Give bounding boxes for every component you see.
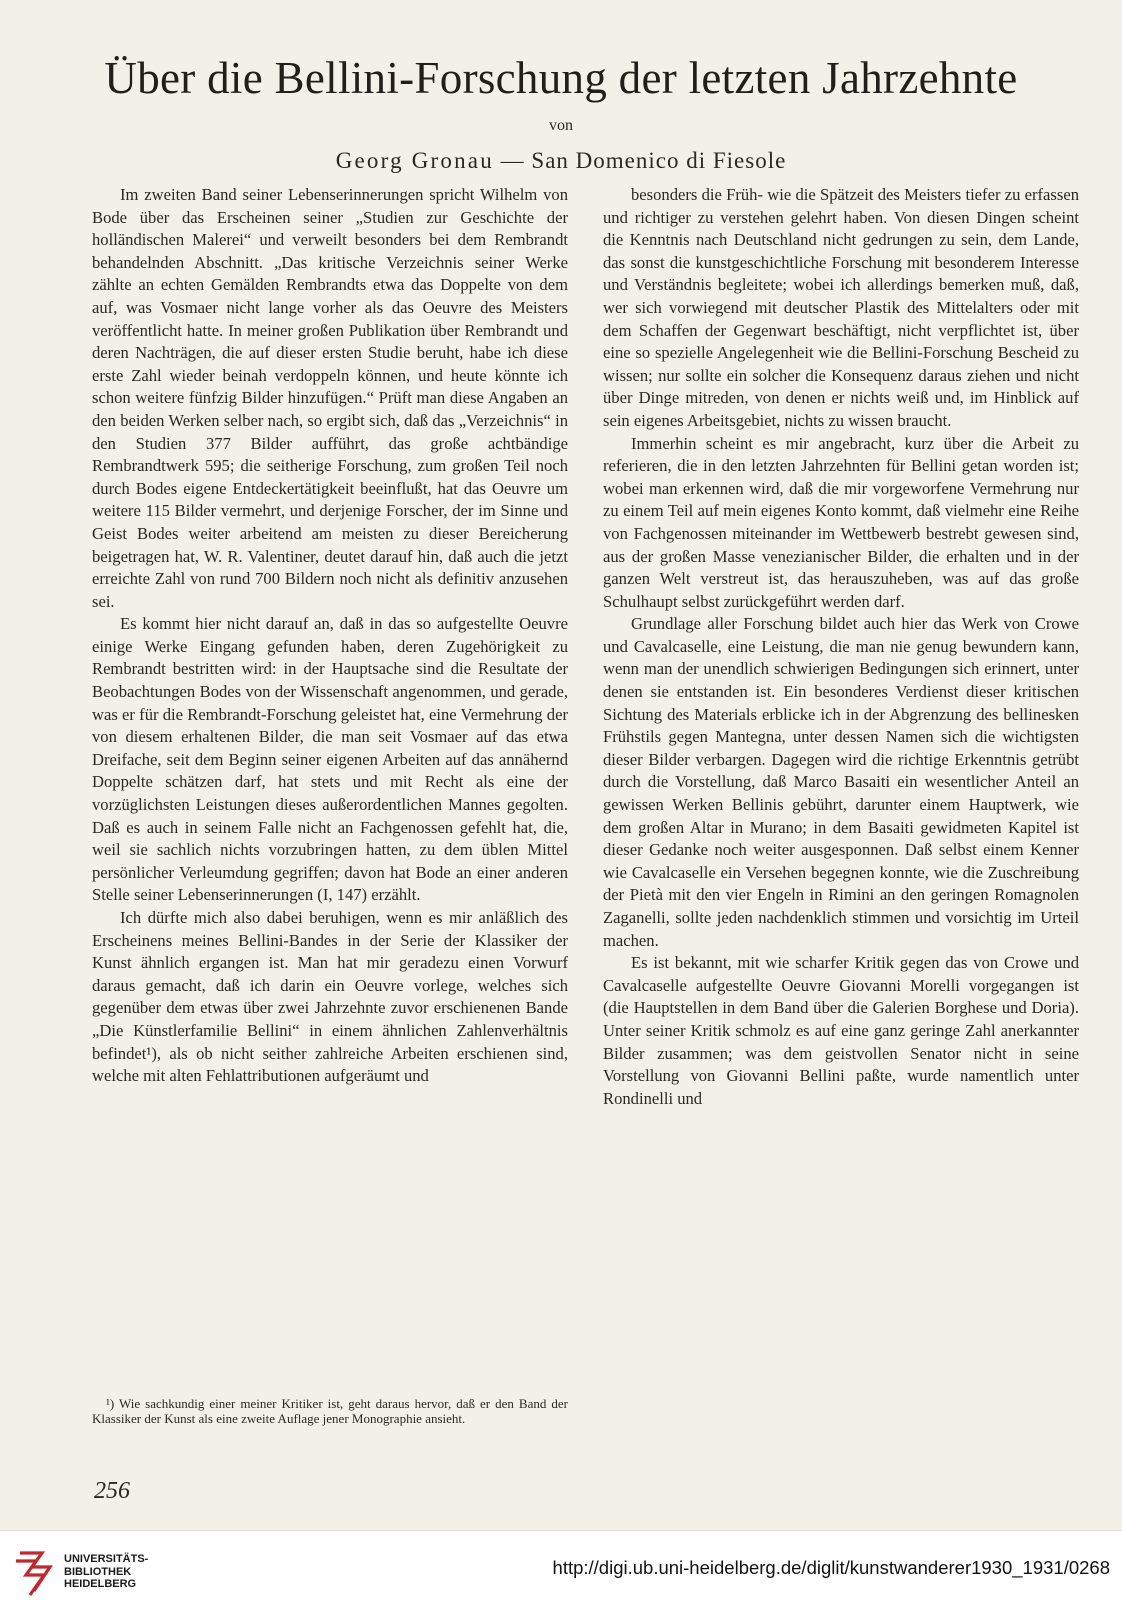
page-number: 256 [94, 1478, 130, 1504]
source-url-link[interactable]: http://digi.ub.uni-heidelberg.de/diglit/kunstwanderer1930_1931/0268 [552, 1557, 1110, 1578]
author-separator: — [500, 148, 525, 173]
paragraph: Im zweiten Band seiner Lebenserinnerungen spricht Wilhelm von Bode über das Erscheinen seiner „Studien zur Geschichte der holländischen Malerei“ und verweilt besonders bei dem Rembrandt behandelnden Abschnitt. „Das kritische Verzeichnis seiner Werke zählte an echten Gemälden Rembrandts etwa das Doppelte von dem auf, was Vosmaer nicht lange vorher als das Oeuvre des Meisters veröffentlicht hatte. In meiner großen Publikation über Rembrandt und deren Nachträgen, die auf dieser ersten Studie beruht, habe ich diese erste Zahl wieder beinah verdoppeln können, und heute könnte ich schon weitere fünfzig Bilder hinzufügen.“ Prüft man diese Angaben an den beiden Werken selber nach, so ergibt sich, daß das „Verzeichnis“ in den Studien 377 Bilder aufführt, das große achtbändige Rembrandtwerk 595; die seitherige Forschung, zum großen Teil noch durch Bodes eigene Entdeckertätigkeit beeinflußt, hat das Oeuvre um weitere 115 Bilder vermehrt, und derjenige Forscher, der im Sinne und Geist Bodes weiter arbeitend am meisten zu dieser Bereicherung beigetragen hat, W. R. Valentiner, deutet darauf hin, daß auch die jetzt erreichte Zahl von rund 700 Bildern noch nicht als definitiv anzusehen sei. [92, 185, 568, 611]
library-footer [0, 1530, 1122, 1614]
library-logo-icon [12, 1547, 58, 1599]
library-name-line: BIBLIOTHEK [64, 1565, 132, 1578]
paragraph: Grundlage aller Forschung bildet auch hier das Werk von Crowe und Cavalcaselle, eine Leistung, die man nie genug bewundern kann, wenn man der unendlich schwierigen Bedingungen sich erinnert, unter denen sie entstanden ist. Ein besonderes Verdienst dieser kritischen Sichtung des Materials erblicke ich in der Abgrenzung des bellinesken Frühstils gegen Mantegna, unter dessen Namen sich die wichtigsten dieser Bilder verbargen. Dagegen wird die richtige Erkenntnis getrübt durch die Vorstellung, daß Marco Basaiti ein wesentlicher Anteil an gewissen Werken Bellinis gebührt, darunter einem Hauptwerk, wie dem großen Altar in Murano; in dem Basaiti gewidmeten Kapitel ist dieser Gedanke noch weiter ausgesponnen. Daß selbst einem Kenner wie Cavalcaselle ein Versehen begegnen konnte, wie die Zuschreibung der Pietà mit den vier Engeln in Rimini an den geringen Romagnolen Zaganelli, sollte jeden nachdenklich stimmen und vorsichtig im Urteil machen. [603, 614, 1079, 950]
paragraph: Es kommt hier nicht darauf an, daß in das so aufgestellte Oeuvre einige Werke Eingang gefunden haben, deren Zugehörigkeit zu Rembrandt bestritten wird: in der Hauptsache sind die Resultate der Beobachtungen Bodes von der Wissenschaft angenommen, und gerade, was er für die Rembrandt-Forschung geleistet hat, eine Vermehrung der von diesem erhaltenen Bilder, die man seit Vosmaer auf das etwa Dreifache, seit dem Beginn seiner eigenen Arbeiten auf das annähernd Doppelte schätzen darf, hat stets und mit Recht als eine der vorzüglichsten Leistungen dieses außerordentlichen Mannes gegolten. Daß es auch in seinem Falle nicht an Fachgenossen gefehlt hat, die, weil sie sachlich nichts vorzubringen hatten, zu dem üblen Mittel persönlicher Verleumdung gegriffen; davon hat Bode an einer anderen Stelle seiner Lebenserinnerungen (I, 147) erzählt. [92, 614, 568, 905]
paragraph: Ich dürfte mich also dabei beruhigen, wenn es mir anläßlich des Erscheinens meines Bellini-Bandes in der Serie der Klassiker der Kunst ähnlich ergangen ist. Man hat mir geradezu einen Vorwurf daraus gemacht, daß ich darin ein Oeuvre vorlege, welches sich gegenüber dem etwas über zwei Jahrzehnte zuvor erschienenen Bande „Die Künstlerfamilie Bellini“ in einem ähnlichen Zahlenverhältnis befindet¹), als ob nicht seither zahlreiche Arbeiten erschienen sind, welche mit alten Fehlattributionen aufgeräumt und [92, 908, 568, 1086]
author-line [0, 148, 1122, 174]
byline-von: von [549, 117, 573, 134]
paragraph: Immerhin scheint es mir angebracht, kurz über die Arbeit zu referieren, die in den letzten Jahrzehnten für Bellini getan worden ist; wobei man erkennen wird, daß die mir vorgeworfene Vermehrung nur zu einem Teil auf mein eigenes Konto kommt, daß vielmehr eine Reihe von Fachgenossen miteinander im Wettbewerb bestrebt gewesen sind, aus der großen Masse venezianischer Bilder, die erhalten und in der ganzen Welt verstreut ist, das herauszuheben, was auf das große Schulhaupt selbst zurückgeführt werden darf. [603, 433, 1079, 611]
library-name-line: UNIVERSITÄTS- [64, 1553, 149, 1565]
paragraph: Es ist bekannt, mit wie scharfer Kritik gegen das von Crowe und Cavalcaselle aufgestellte Oeuvre Giovanni Morelli vorgegangen ist (die Hauptstellen in dem Band über die Galerien Borghese und Doria). Unter seiner Kritik schmolz es auf eine ganz geringe Zahl anerkannter Bilder zusammen; was dem geistvollen Senator nicht in seine Vorstellung von Giovanni Bellini paßte, wurde namentlich unter Rondinelli und [603, 953, 1079, 1108]
article-title: Über die Bellini-Forschung der letzten Jahrzehnte [104, 53, 1018, 103]
author-name: Georg Gronau [335, 148, 494, 173]
left-column [92, 184, 568, 1088]
library-name [64, 1553, 148, 1591]
library-name-line: HEIDELBERG [64, 1578, 137, 1590]
paragraph: besonders die Früh- wie die Spätzeit des Meisters tiefer zu erfassen und richtiger zu verstehen gelehrt haben. Von diesen Dingen scheint die Kenntnis nach Deutschland nicht gedrungen zu sein, dem Lande, das sonst die kunstgeschichtliche Forschung mit besonderem Interesse und Verständnis begleitete; wobei ich allerdings bemerken muß, daß, wer sich vorwiegend mit deutscher Plastik des Mittelalters oder mit dem Schaffen der Gegenwart beschäftigt, nicht verpflichtet ist, über eine so spezielle Angelegenheit wie die Bellini-Forschung Bescheid zu wissen; nur sollte ein solcher die Konsequenz daraus ziehen und nicht über Dinge mitreden, von denen er nichts weiß und, im Hinblick auf sein eigenes Arbeitsgebiet, nichts zu wissen braucht. [603, 185, 1079, 430]
right-column [603, 184, 1079, 1110]
author-place: San Domenico di Fiesole [531, 148, 787, 173]
footnote: ¹) Wie sachkundig einer meiner Kritiker ist, geht daraus hervor, daß er den Band der Klassiker der Kunst als eine zweite Auflage jener Monographie ansieht. [92, 1396, 568, 1426]
